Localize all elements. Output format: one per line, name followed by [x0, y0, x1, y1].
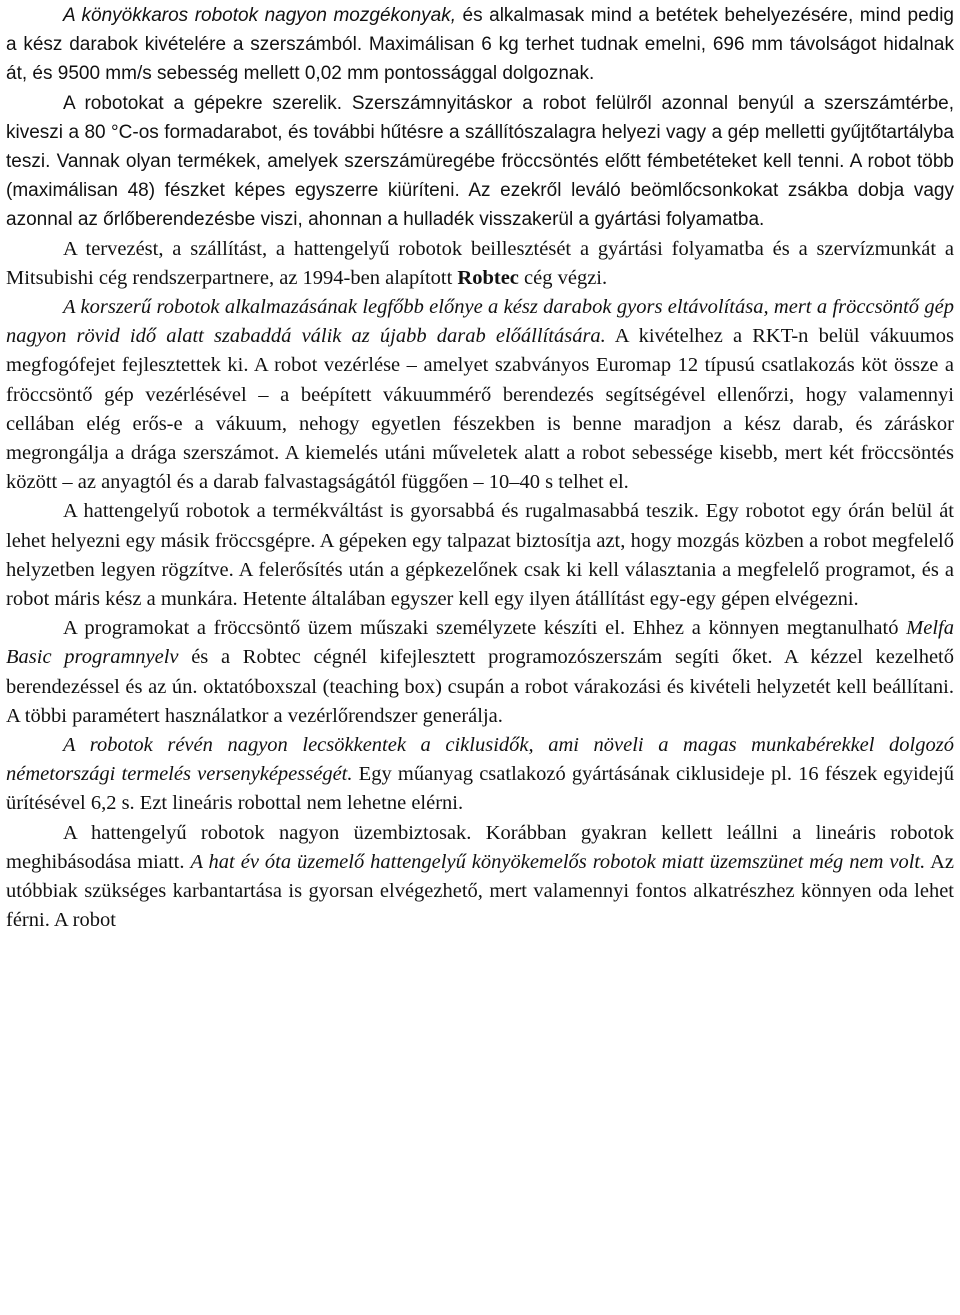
- paragraph-1-run-1: A könyökkaros robotok nagyon mozgékonyak,: [63, 5, 456, 26]
- paragraph-3: [6, 235, 954, 293]
- paragraph-4-run-2: A kivételhez a RKT-n belül vákuumos megfogófejet fejlesztettek ki. A robot vezérlése – amelyet szabványos Euromap 12 típusú csatlakozás köt össze a fröccsöntő gép vezérlésével – a beépített vákuummérő berendezés segítségével ellenőrzi, hogy valamennyi cellában elég erős-e a vákuum, nehogy egyetlen fészekben is benne maradjon a kész darab, és záráskor megrongálja a drága szerszámot. A kiemelés utáni műveletek alatt a robot sebessége kisebb, mert két fröccsöntés között – az anyagtól és a darab falvastagságától függően – 10–40 s telhet el.: [6, 325, 954, 494]
- paragraph-1: [6, 1, 954, 89]
- paragraph-5: [6, 497, 954, 614]
- paragraph-7-run-2: Egy műanyag csatlakozó gyártásának ciklusideje pl. 16 fészek egyidejű ürítésével 6,2 s. Ezt lineáris robottal nem lehetne elérni.: [6, 763, 954, 815]
- paragraph-6: [6, 614, 954, 731]
- paragraph-2: [6, 89, 954, 235]
- paragraph-4: [6, 293, 954, 497]
- paragraph-6-run-2: Melfa Basic programnyelv: [6, 617, 954, 669]
- paragraph-8: [6, 819, 954, 936]
- paragraph-6-run-1: A programokat a fröccsöntő üzem műszaki személyzete készíti el. Ehhez a könnyen megtanulható: [63, 617, 907, 640]
- company-name-robtec: Robtec: [457, 266, 519, 289]
- paragraph-3-run-1: A tervezést, a szállítást, a hattengelyű robotok beillesztését a gyártási folyamatba és a szervízmunkát a Mitsubishi cég rendszerpartnere, az 1994-ben alapított: [6, 237, 954, 289]
- paragraph-7: [6, 731, 954, 819]
- paragraph-8-run-2: A hat év óta üzemelő hattengelyű könyökemelős robotok miatt üzemszünet még nem volt.: [190, 850, 926, 873]
- paragraph-7-run-1: A robotok révén nagyon lecsökkentek a ciklusidők, ami növeli a magas munkabérekkel dolgozó németországi termelés versenyképességét.: [6, 734, 954, 786]
- paragraph-8-run-3: Az utóbbiak szükséges karbantartása is gyorsan elvégezhető, mert valamennyi fontos alkatrészhez könnyen oda lehet férni. A robot: [6, 850, 955, 932]
- paragraph-3-run-3: cég végzi.: [518, 266, 608, 289]
- paragraph-6-run-3: és a Robtec cégnél kifejlesztett programozószerszám segíti őket. A kézzel kezelhető berendezéssel és az ún. oktatóboxszal (teaching box) csupán a robot várakozási és kivételi helyzetét kell beállítani. A többi paramétert használatkor a vezérlőrendszer generálja.: [6, 646, 955, 727]
- paragraph-4-run-1: A korszerű robotok alkalmazásának legfőbb előnye a kész darabok gyors eltávolítása, mert a fröccsöntő gép nagyon rövid idő alatt szabaddá válik az újabb darab előállítására.: [6, 296, 954, 348]
- paragraph-2-run-1: A robotokat a gépekre szerelik. Szerszámnyitáskor a robot felülről azonnal benyúl a szerszámtérbe, kiveszi a 80 °C-os formadarabot, és további hűtésre a szállítószalagra helyezi vagy a gép melletti gyűjtőtartályba teszi. Vannak olyan termékek, amelyek szerszámüregébe fröccsöntés előtt fémbetéteket kell tenni. A robot több (maximálisan 48) fészket képes egyszerre kiüríteni. Az ezekről leváló beömlőcsonkokat zsákba dobja vagy azonnal az őrlőberendezésbe viszi, ahonnan a hulladék visszakerül a gyártási folyamatba.: [6, 92, 954, 231]
- paragraph-8-run-1: A hattengelyű robotok nagyon üzembiztosak. Korábban gyakran kellett leállni a lineáris robotok meghibásodása miatt.: [6, 821, 954, 873]
- paragraph-5-run-1: A hattengelyű robotok a termékváltást is gyorsabbá és rugalmasabbá teszik. Egy robotot egy órán belül át lehet helyezni egy másik fröccsgépre. A gépeken egy talpazat biztosítja azt, hogy mozgás közben a robot megfelelő helyzetben legyen rögzítve. A felerősítés után a gépkezelőnek csak ki kell választania a megfelelő programot, és a robot máris kész a munkára. Hetente általában egyszer kell egy ilyen átállítást egy-egy gépen elvégezni.: [6, 500, 954, 611]
- paragraph-1-run-2: és alkalmasak mind a betétek behelyezésére, mind pedig a kész darabok kivételére a szerszámból. Maximálisan 6 kg terhet tudnak emelni, 696 mm távolságot hidalnak át, és 9500 mm/s sebesség mellett 0,02 mm pontossággal dolgoznak.: [6, 5, 954, 85]
